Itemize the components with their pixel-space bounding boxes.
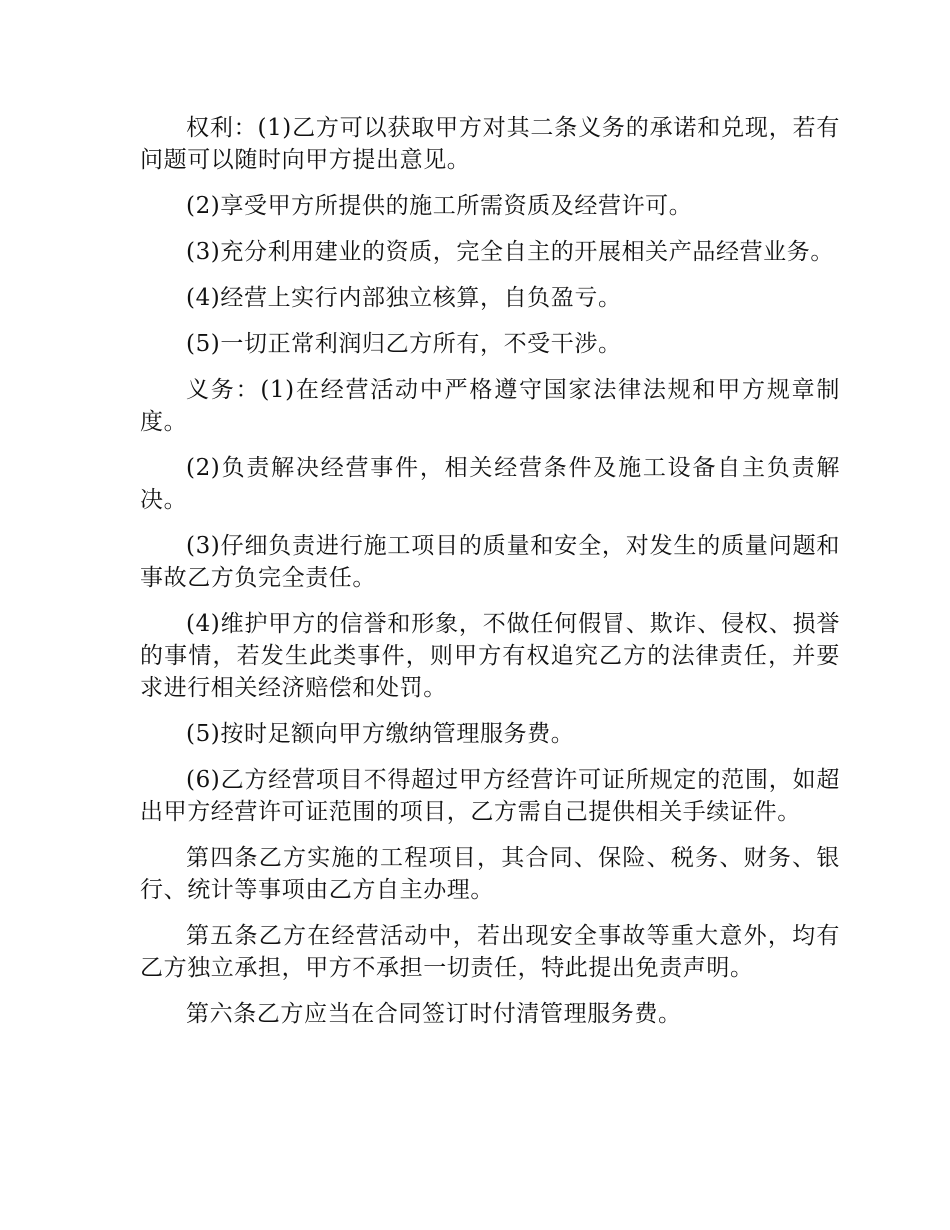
paragraph-rights-1: 权利：(1)乙方可以获取甲方对其二条义务的承诺和兑现，若有问题可以随时向甲方提出意见。 (140, 115, 840, 173)
paragraph-article-4: 第四条乙方实施的工程项目，其合同、保险、税务、财务、银行、统计等事项由乙方自主办理。 (140, 845, 840, 903)
document-body (140, 112, 840, 1044)
paragraph-article-6: 第六条乙方应当在合同签订时付清管理服务费。 (186, 1001, 682, 1027)
paragraph-rights-4: (4)经营上实行内部独立核算，自负盈亏。 (186, 285, 622, 311)
paragraph-article-5: 第五条乙方在经营活动中，若出现安全事故等重大意外，均有乙方独立承担，甲方不承担一切责任，特此提出免责声明。 (140, 923, 840, 981)
paragraph-duties-3: (3)仔细负责进行施工项目的质量和安全，对发生的质量问题和事故乙方负完全责任。 (140, 533, 840, 591)
paragraph-duties-1: 义务：(1)在经营活动中严格遵守国家法律法规和甲方规章制度。 (140, 377, 840, 435)
paragraph-duties-4: (4)维护甲方的信誉和形象，不做任何假冒、欺诈、侵权、损誉的事情，若发生此类事件，则甲方有权追究乙方的法律责任，并要求进行相关经济赔偿和处罚。 (140, 611, 840, 701)
paragraph-duties-5: (5)按时足额向甲方缴纳管理服务费。 (186, 721, 575, 747)
paragraph-rights-5: (5)一切正常利润归乙方所有，不受干涉。 (186, 331, 622, 357)
paragraph-duties-2: (2)负责解决经营事件，相关经营条件及施工设备自主负责解决。 (140, 455, 840, 513)
paragraph-rights-2: (2)享受甲方所提供的施工所需资质及经营许可。 (186, 193, 693, 219)
paragraph-rights-3: (3)充分利用建业的资质，完全自主的开展相关产品经营业务。 (186, 239, 834, 265)
paragraph-duties-6: (6)乙方经营项目不得超过甲方经营许可证所规定的范围，如超出甲方经营许可证范围的项目，乙方需自己提供相关手续证件。 (140, 767, 840, 825)
